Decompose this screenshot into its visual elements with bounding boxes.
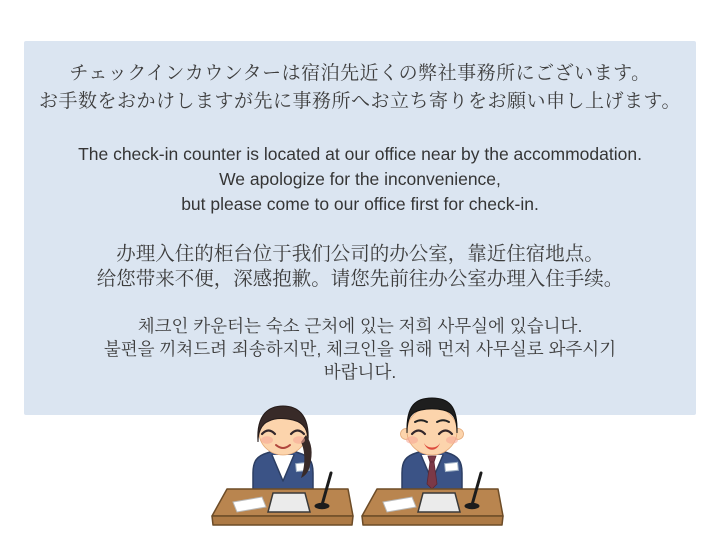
desk-front <box>362 516 503 525</box>
notice-line-kr-2: 불편을 끼쳐드려 죄송하지만, 체크인을 위해 먼저 사무실로 와주시기 <box>103 339 617 359</box>
notice-chinese <box>24 242 696 292</box>
notice-korean <box>24 315 696 384</box>
writing-pad <box>268 493 310 512</box>
female-receptionist-illustration <box>212 406 353 525</box>
desk-front <box>212 516 353 525</box>
man-cheek-left <box>406 436 418 444</box>
man-name-badge <box>445 462 459 471</box>
woman-cheek-right <box>293 436 305 444</box>
notice-line-en-2: We apologize for the inconvenience, <box>219 169 501 189</box>
man-cheek-right <box>446 436 458 444</box>
notice-line-cn-2: 给您带来不便，深感抱歉。请您先前往办公室办理入住手续。 <box>96 268 624 290</box>
notice-line-kr-3: 바랍니다. <box>323 362 397 382</box>
notice-english <box>24 142 696 217</box>
male-receptionist-illustration <box>362 398 503 525</box>
desk-pen-stand <box>315 503 330 509</box>
notice-japanese <box>24 60 696 116</box>
notice-panel <box>24 41 696 415</box>
notice-line-en-3: but please come to our office first for check-in. <box>181 194 539 214</box>
desk-pen-stand <box>465 503 480 509</box>
notice-line-en-1: The check-in counter is located at our office near by the accommodation. <box>78 144 642 164</box>
notice-line-jp-1: チェックインカウンターは宿泊先近くの弊社事務所にございます。 <box>69 63 651 84</box>
notice-line-cn-1: 办理入住的柜台位于我们公司的办公室，靠近住宿地点。 <box>116 243 604 265</box>
writing-pad <box>418 493 460 512</box>
notice-line-jp-2: お手数をおかけしますが先に事務所へお立ち寄りをお願い申し上げます。 <box>39 91 681 112</box>
receptionists-illustration <box>205 385 505 530</box>
notice-line-kr-1: 체크인 카운터는 숙소 근처에 있는 저희 사무실에 있습니다. <box>137 316 583 336</box>
woman-cheek-left <box>261 436 273 444</box>
